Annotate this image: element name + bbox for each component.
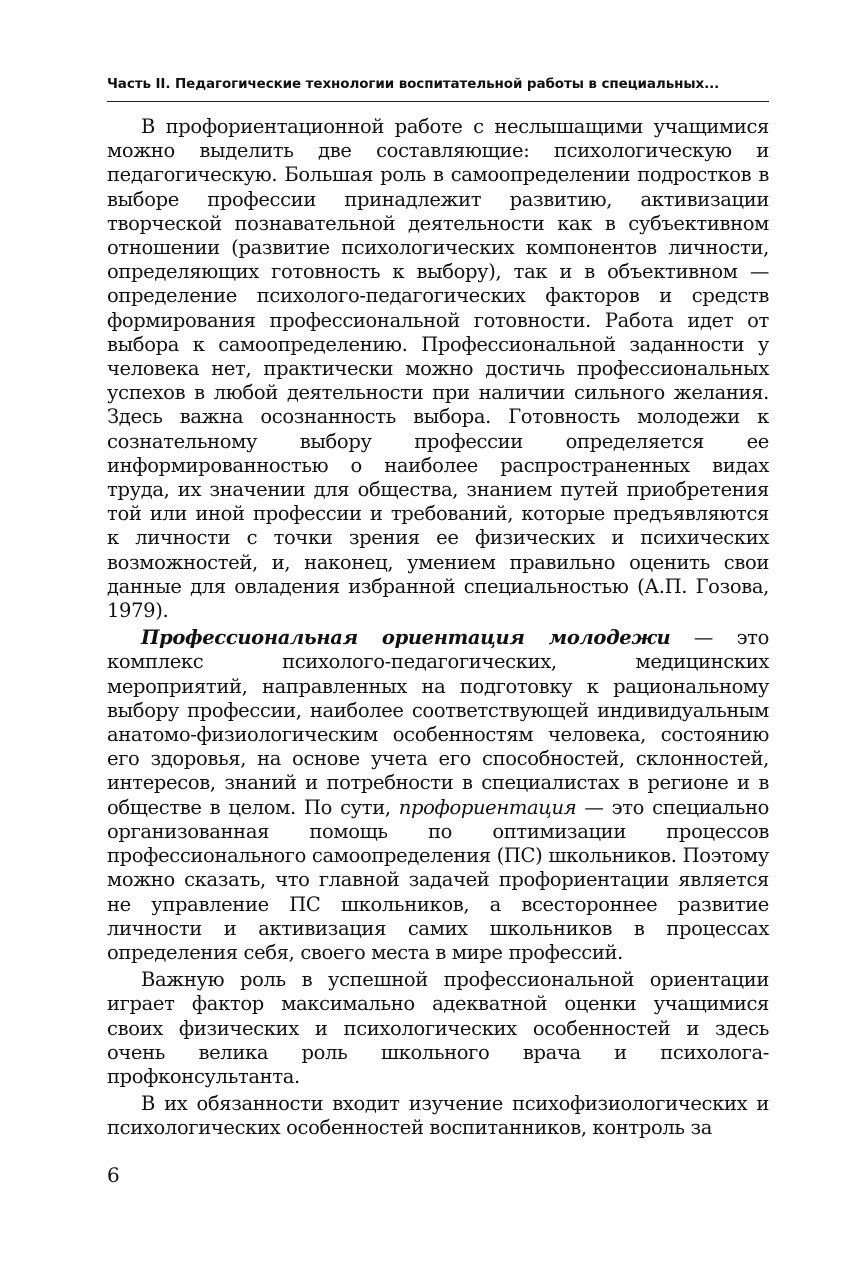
header-rule [107, 101, 769, 102]
paragraph-2-text-a: — это комплекс психолого-педагогических, медицинских мероприятий, направленных на подготовку к рациональному выбору профессии, наиболее соответствующей индивидуальным анатомо-физиологическим особенностям человека, состоянию его здоровья, на основе учета его способностей, склонностей, интересов, знаний и потребности в специалистах в регионе и в обществе в целом. По сути, [107, 626, 769, 819]
term-proforientation: профориентация [398, 795, 577, 819]
page-number: 6 [107, 1163, 120, 1187]
term-professional-orientation: Профессиональная ориентация молодежи [141, 626, 671, 650]
paragraph-3: Важную роль в успешной профессиональной ориентации играет фактор максимально адекватной оценки учащимися своих физических и психологических особенностей и здесь очень велика роль школьного врача и психолога-профконсультанта. [107, 968, 769, 1088]
paragraph-4: В их обязанности входит изучение психофизиологических и психологических особенностей воспитанников, контроль за [107, 1092, 769, 1140]
running-header: Часть II. Педагогические технологии воспитательной работы в специальных... [107, 76, 720, 92]
paragraph-1: В профориентационной работе с неслышащими учащимися можно выделить две составляющие: психологическую и педагогическую. Большая роль в самоопределении подростков в выборе профессии принадлежит развитию, активизации творческой познавательной деятельности как в субъективном отношении (развитие психологических компонентов личности, определяющих готовность к выбору), так и в объективном — определение психолого-педагогических факторов и средств формирования профессиональной готовности. Работа идет от выбора к самоопределению. Профессиональной заданности у человека нет, практически можно достичь профессиональных успехов в любой деятельности при наличии сильного желания. Здесь важна осознанность выбора. Готовность молодежи к сознательному выбору профессии определяется ее информированностью о наиболее распространенных видах труда, их значении для общества, знанием путей приобретения той или иной профессии и требований, которые предъявляются к личности с точки зрения ее физических и психических возможностей, и, наконец, умением правильно оценить свои данные для овладения избранной специальностью (А.П. Гозова, 1979). [107, 115, 769, 623]
paragraph-2-text-b: — это специально организованная помощь по оптимизации процессов профессионального самоопределения (ПС) школьников. Поэтому можно сказать, что главной задачей профориентации является не управление ПС школьников, а всестороннее развитие личности и активизация самих школьников в процессах определения себя, своего места в мире профессий. [107, 795, 769, 964]
paragraph-2 [107, 626, 769, 965]
body-text [107, 115, 769, 1141]
